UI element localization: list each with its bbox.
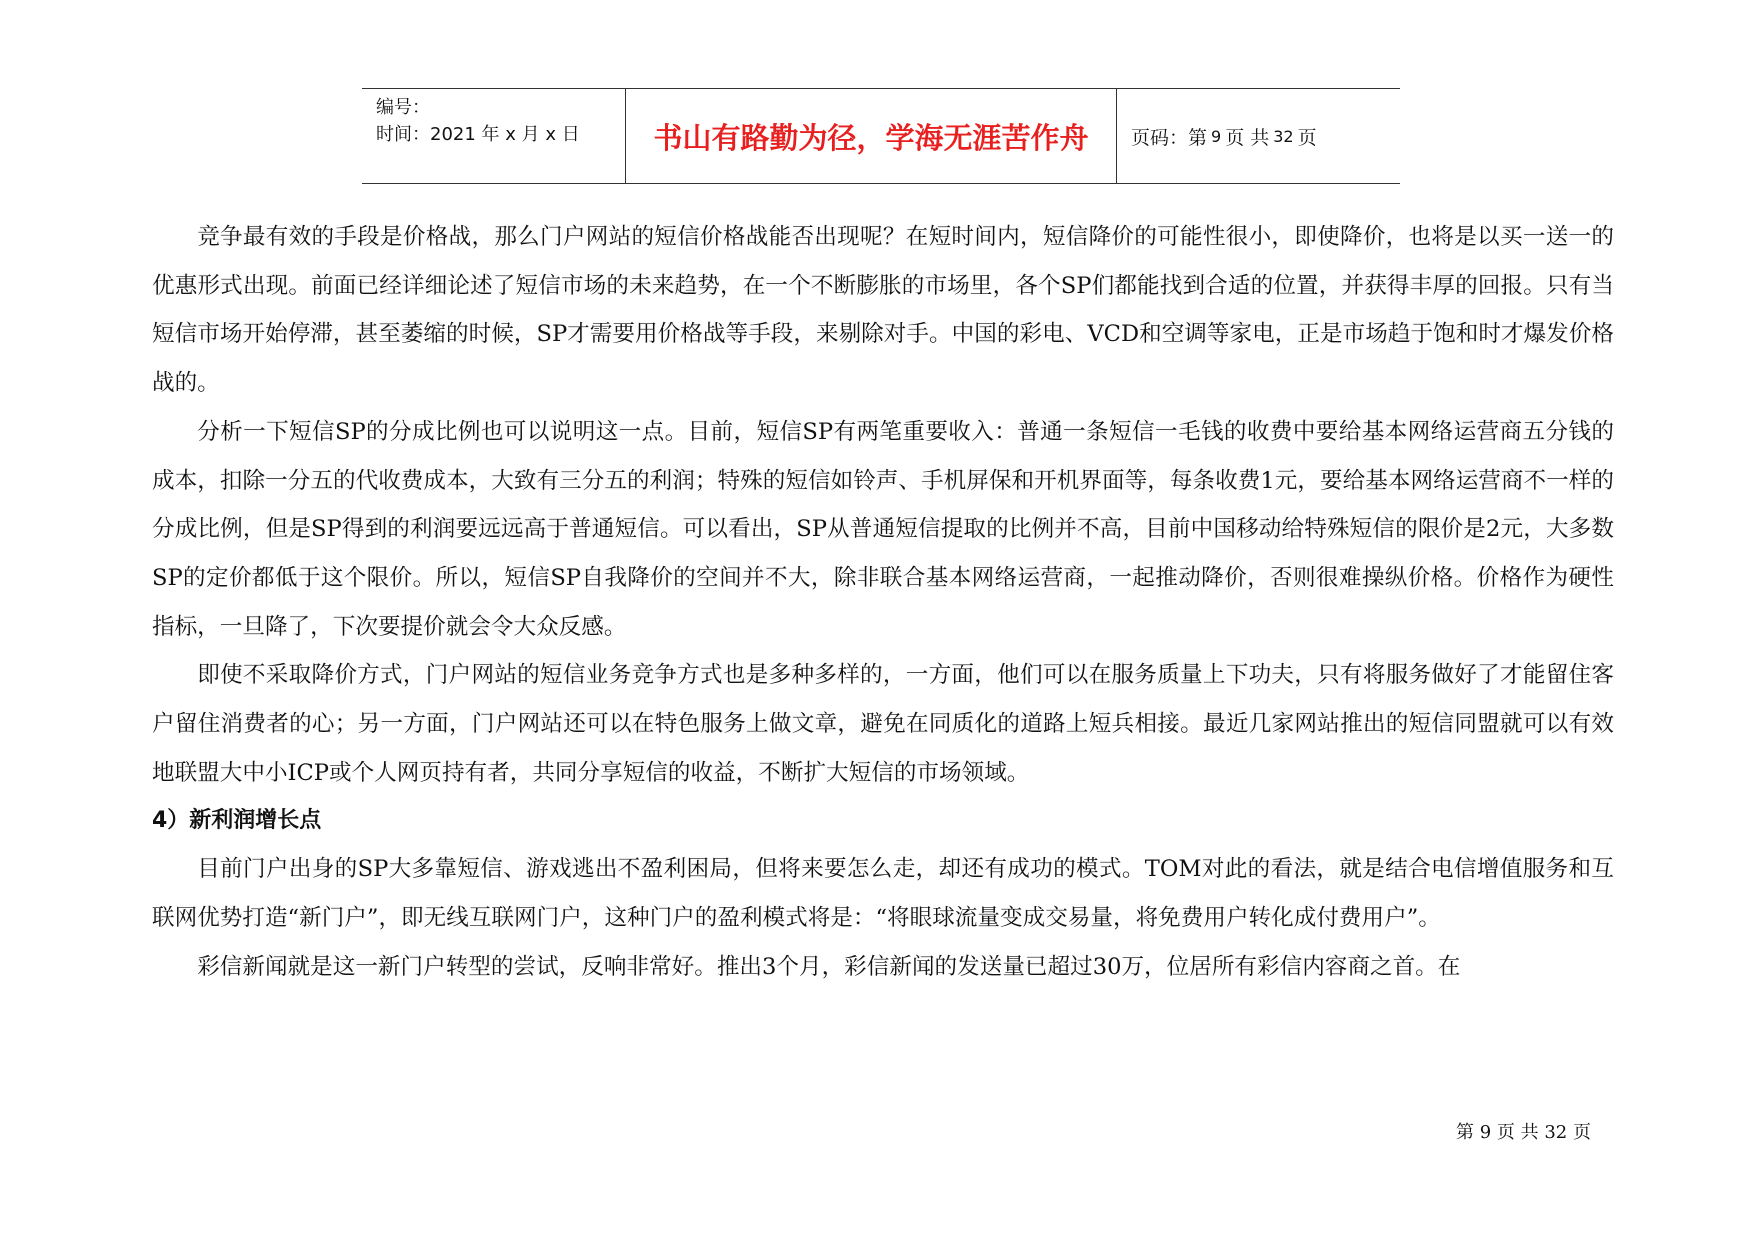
document-body [152, 213, 1614, 992]
header-meta [362, 89, 626, 183]
page-mid: 页 共 [1225, 126, 1270, 149]
page-total: 32 [1273, 126, 1294, 146]
paragraph-1: 竞争最有效的手段是价格战，那么门户网站的短信价格战能否出现呢？在短时间内，短信降价的可能性很小，即使降价，也将是以买一送一的优惠形式出现。前面已经详细论述了短信市场的未来趋势，在一个不断膨胀的市场里，各个SP们都能找到合适的位置，并获得丰厚的回报。只有当短信市场开始停滞，甚至萎缩的时候，SP才需要用价格战等手段，来剔除对手。中国的彩电、VCD和空调等家电，正是市场趋于饱和时才爆发价格战的。 [152, 224, 1614, 397]
page-footer: 第 9 页 共 32 页 [1456, 1122, 1591, 1143]
time-line: 时间：2021 年 x 月 x 日 [376, 124, 580, 145]
paragraph-4: 目前门户出身的SP大多靠短信、游戏逃出不盈利困局，但将来要怎么走，却还有成功的模式。TOM对此的看法，就是结合电信增值服务和互联网优势打造“新门户”，即无线互联网门户，这种门户的盈利模式将是：“将眼球流量变成交易量，将免费用户转化成付费用户”。 [152, 856, 1614, 932]
section-heading: 4）新利润增长点 [152, 808, 322, 834]
paragraph-5: 彩信新闻就是这一新门户转型的尝试，反响非常好。推出3个月，彩信新闻的发送量已超过30万，位居所有彩信内容商之首。在 [197, 953, 1461, 980]
serial-label: 编号： [376, 97, 430, 118]
page-suffix: 页 [1297, 126, 1317, 149]
page-number: 9 [1211, 126, 1222, 146]
paragraph-3: 即使不采取降价方式，门户网站的短信业务竞争方式也是多种多样的，一方面，他们可以在服务质量上下功夫，只有将服务做好了才能留住客户留住消费者的心；另一方面，门户网站还可以在特色服务上做文章，避免在同质化的道路上短兵相接。最近几家网站推出的短信同盟就可以有效地联盟大中小ICP或个人网页持有者，共同分享短信的收益，不断扩大短信的市场领域。 [152, 662, 1614, 786]
header-page-info [1117, 89, 1400, 183]
header-motto: 书山有路勤为径，学海无涯苦作舟 [626, 89, 1117, 183]
page-prefix: 页码：第 [1131, 126, 1208, 149]
paragraph-2: 分析一下短信SP的分成比例也可以说明这一点。目前，短信SP有两笔重要收入：普通一条短信一毛钱的收费中要给基本网络运营商五分钱的成本，扣除一分五的代收费成本，大致有三分五的利润；特殊的短信如铃声、手机屏保和开机界面等，每条收费1元，要给基本网络运营商不一样的分成比例，但是SP得到的利润要远远高于普通短信。可以看出，SP从普通短信提取的比例并不高，目前中国移动给特殊短信的限价是2元，大多数SP的定价都低于这个限价。所以，短信SP自我降价的空间并不大，除非联合基本网络运营商，一起推动降价，否则很难操纵价格。价格作为硬性指标，一旦降了，下次要提价就会令大众反感。 [152, 418, 1614, 640]
page-header [362, 88, 1400, 184]
